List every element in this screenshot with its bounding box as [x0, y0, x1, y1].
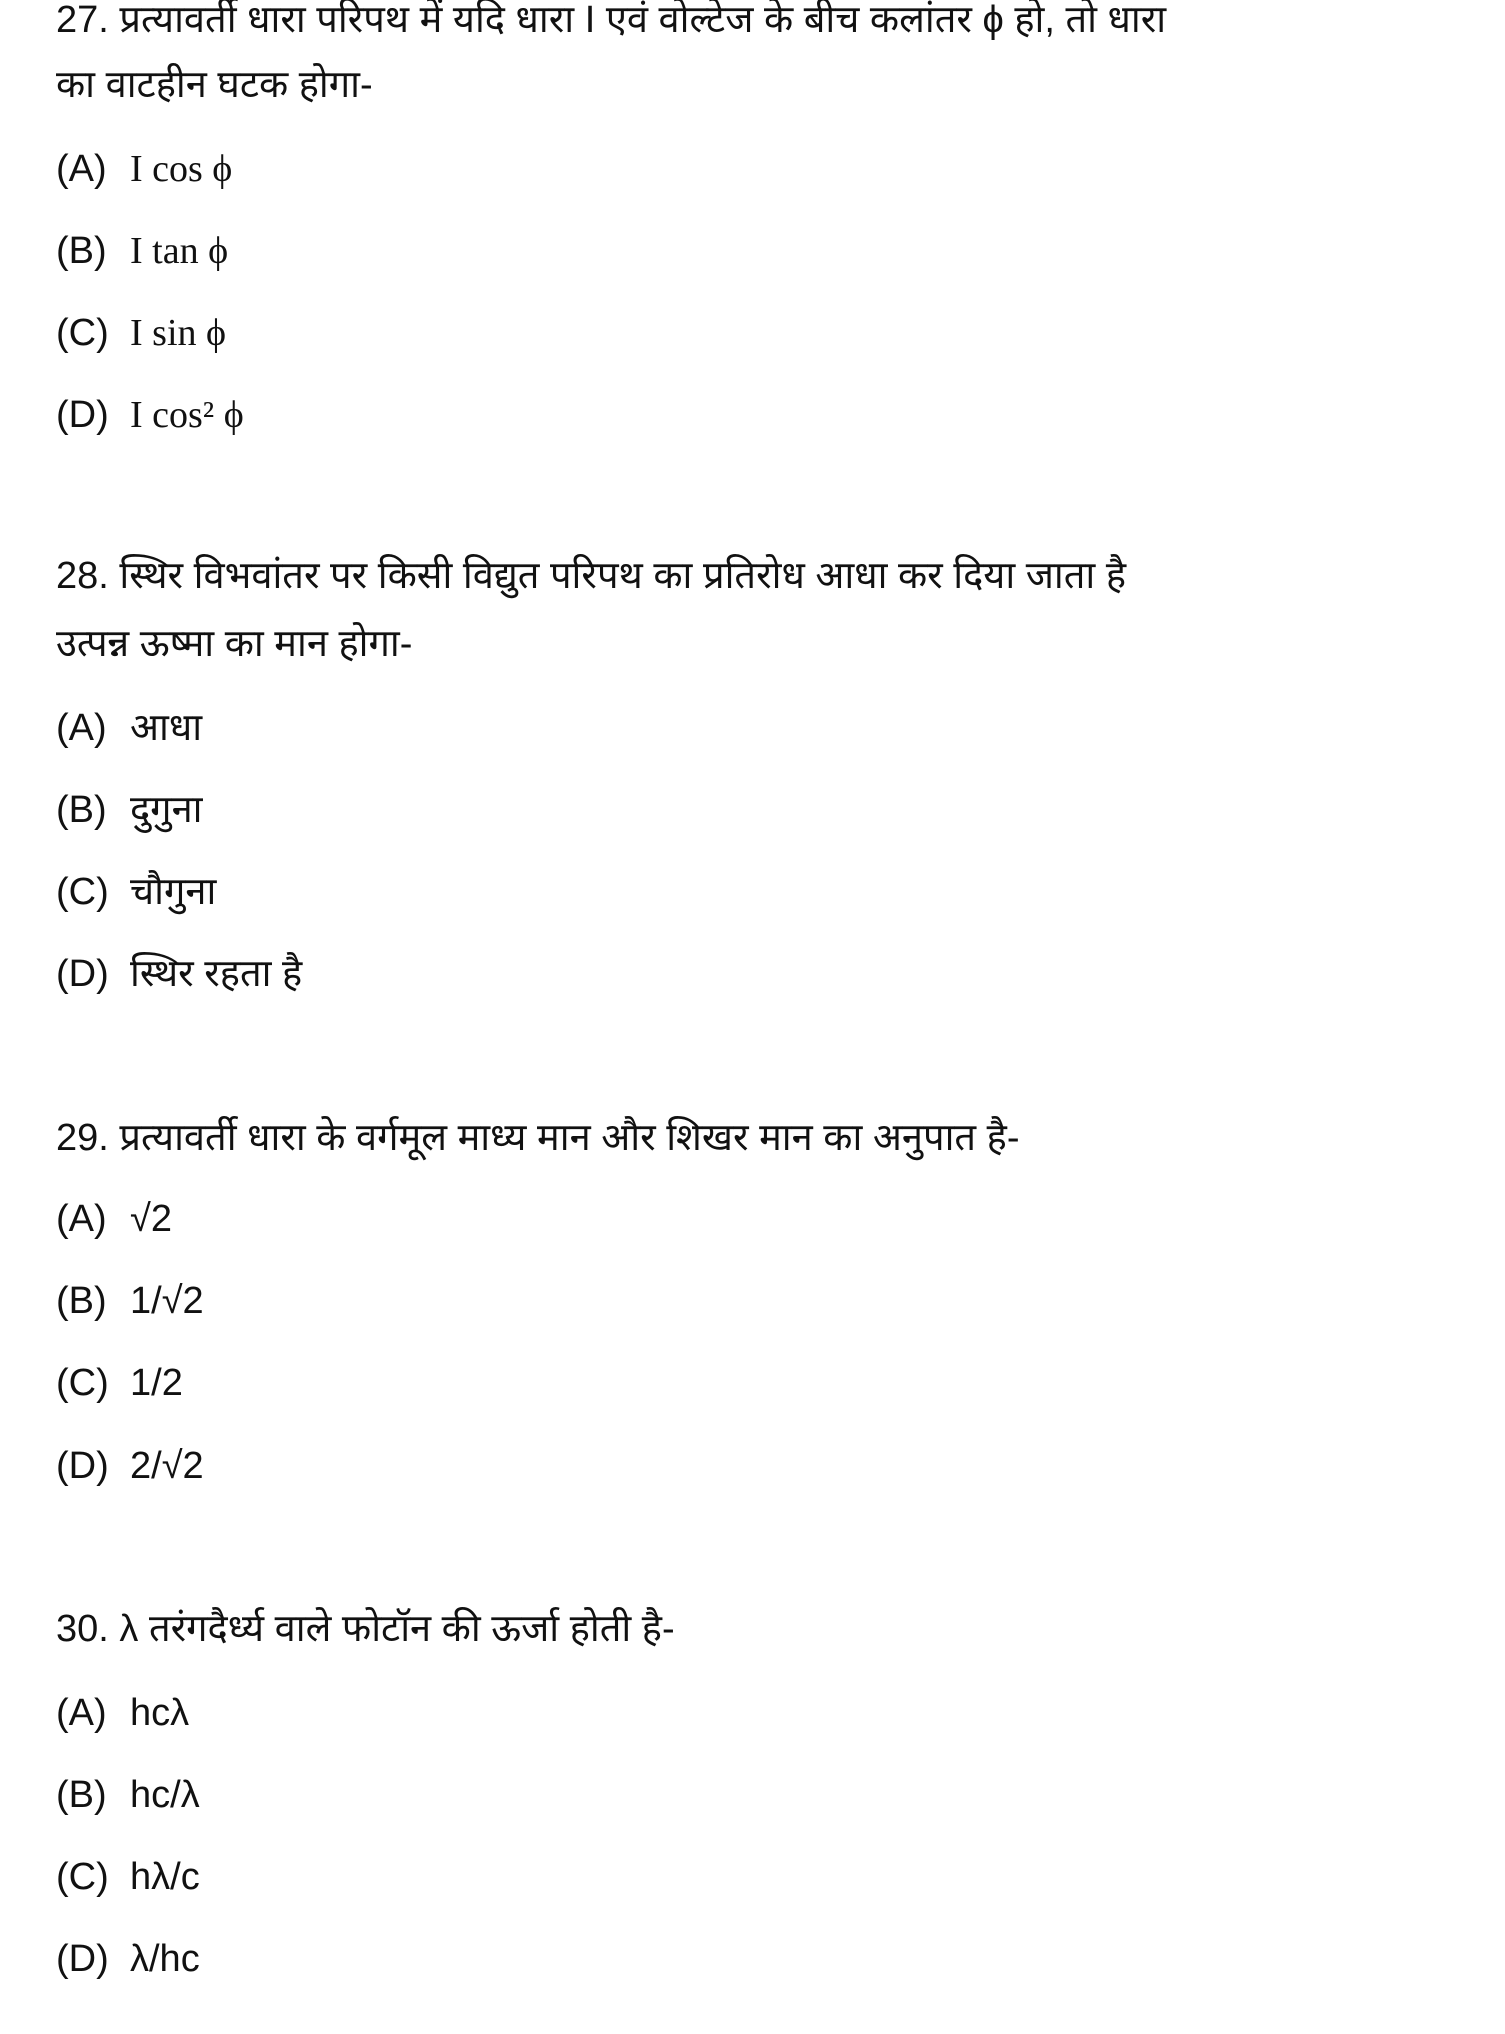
- option-d: [56, 1935, 200, 1983]
- option-text: λ/hc: [130, 1938, 200, 1980]
- option-b: [56, 786, 203, 834]
- option-label: (A): [56, 707, 107, 749]
- question-line: उत्पन्न ऊष्मा का मान होगा-: [56, 623, 413, 665]
- option-text: आधा: [130, 707, 203, 749]
- option-label: (D): [56, 394, 109, 436]
- option-text: दुगुना: [130, 789, 203, 831]
- option-label: (A): [56, 1198, 107, 1240]
- option-b: [56, 1771, 200, 1819]
- option-text: 1/√2: [130, 1280, 204, 1322]
- option-b: [56, 1277, 204, 1325]
- option-text: hλ/c: [130, 1856, 200, 1898]
- option-text: I cos ϕ: [130, 148, 233, 190]
- option-text: 2/√2: [130, 1445, 204, 1487]
- option-text: hcλ: [130, 1692, 190, 1734]
- option-label: (B): [56, 789, 107, 831]
- question-text: [56, 1114, 1019, 1162]
- option-label: (D): [56, 1445, 109, 1487]
- option-text: hc/λ: [130, 1774, 200, 1816]
- option-label: (B): [56, 230, 107, 272]
- option-a: [56, 145, 232, 193]
- question-line: स्थिर विभवांतर पर किसी विद्युत परिपथ का प्रतिरोध आधा कर दिया जाता है: [119, 555, 1127, 597]
- option-a: [56, 1689, 189, 1737]
- question-number: 30.: [56, 1608, 109, 1650]
- option-d: [56, 950, 302, 998]
- option-text: I sin ϕ: [130, 312, 227, 354]
- option-c: [56, 309, 226, 357]
- option-a: [56, 1195, 172, 1243]
- option-text: √2: [130, 1198, 172, 1240]
- question-number: 27.: [56, 0, 109, 41]
- option-c: [56, 868, 216, 916]
- option-label: (D): [56, 1938, 109, 1980]
- option-a: [56, 704, 202, 752]
- question-number: 29.: [56, 1117, 109, 1159]
- option-text: चौगुना: [130, 871, 217, 913]
- option-text: I cos² ϕ: [130, 394, 244, 436]
- option-c: [56, 1853, 200, 1901]
- option-label: (B): [56, 1280, 107, 1322]
- option-label: (B): [56, 1774, 107, 1816]
- option-label: (A): [56, 148, 107, 190]
- question-text: [56, 0, 1166, 44]
- question-text: [56, 552, 1126, 600]
- question-line: प्रत्यावर्ती धारा परिपथ में यदि धारा I एवं वोल्टेज के बीच कलांतर ϕ हो, तो धारा: [119, 0, 1167, 41]
- option-text: I tan ϕ: [130, 230, 229, 272]
- option-d: [56, 391, 244, 439]
- option-label: (C): [56, 1362, 109, 1404]
- option-text: स्थिर रहता है: [130, 953, 303, 995]
- option-label: (A): [56, 1692, 107, 1734]
- question-text: [56, 1605, 675, 1653]
- question-line: λ तरंगदैर्ध्य वाले फोटॉन की ऊर्जा होती है-: [119, 1608, 675, 1650]
- option-text: 1/2: [130, 1362, 183, 1404]
- question-line: प्रत्यावर्ती धारा के वर्गमूल माध्य मान और शिखर मान का अनुपात है-: [119, 1117, 1020, 1159]
- option-d: [56, 1442, 204, 1490]
- option-label: (C): [56, 871, 109, 913]
- option-label: (C): [56, 312, 109, 354]
- question-number: 28.: [56, 555, 109, 597]
- option-label: (D): [56, 953, 109, 995]
- option-label: (C): [56, 1856, 109, 1898]
- option-c: [56, 1359, 183, 1407]
- question-line: का वाटहीन घटक होगा-: [56, 64, 373, 106]
- option-b: [56, 227, 228, 275]
